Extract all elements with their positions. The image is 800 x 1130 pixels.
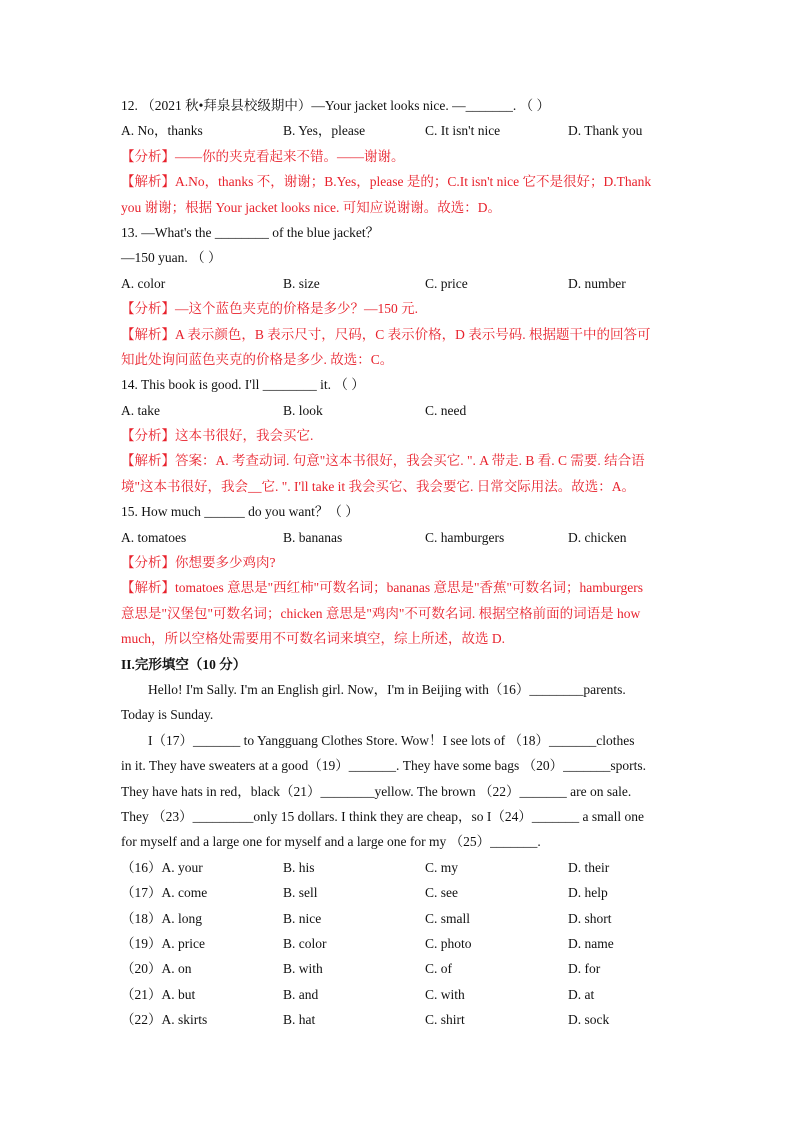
q13-option-c: C. price xyxy=(425,275,468,291)
cloze-option-b: B. color xyxy=(283,935,327,951)
q12-explain-text: A.No，thanks 不，谢谢；B.Yes，please 是的；C.It isn't nice 它不是很好；D.Thank xyxy=(175,174,652,190)
cloze-row xyxy=(121,1007,681,1032)
cloze-option-c: C. of xyxy=(425,961,452,977)
cloze-option-c: C. small xyxy=(425,910,471,926)
q14-analysis xyxy=(121,423,681,448)
q14-option-b: B. look xyxy=(283,402,323,418)
q12-option-d: D. Thank you xyxy=(568,123,643,139)
q12-stem: 12. （2021 秋•拜泉县校级期中）—Your jacket looks nice. —_______. （ ） xyxy=(121,98,550,113)
cloze-option-a: （22）A. skirts xyxy=(121,1012,208,1028)
q12-options xyxy=(121,118,681,143)
q15-option-c: C. hamburgers xyxy=(425,529,505,545)
q14-options xyxy=(121,398,681,423)
q15-stem: 15. How much ______ do you want？（ ） xyxy=(121,504,359,520)
q15-explain xyxy=(121,575,681,600)
q12-explain-cont: you 谢谢；根据 Your jacket looks nice. 可知应说谢谢。故选：D。 xyxy=(121,199,501,215)
q14-explain xyxy=(121,448,681,473)
cloze-option-a: （19）A. price xyxy=(121,935,205,951)
cloze-row xyxy=(121,956,681,981)
cloze-option-a: （20）A. on xyxy=(121,961,192,977)
cloze-option-c: C. my xyxy=(425,859,459,875)
cloze-option-d: D. name xyxy=(568,935,614,951)
cloze-row xyxy=(121,855,681,880)
q15-explain-cont-2: much，所以空格处需要用不可数名词来填空，综上所述，故选 D. xyxy=(121,631,505,647)
passage-p2-line5: for myself and a large one for myself and a large one for my （25）_______. xyxy=(121,834,541,850)
cloze-row xyxy=(121,906,681,931)
cloze-option-a: （17）A. come xyxy=(121,885,208,901)
cloze-option-c: C. photo xyxy=(425,935,472,951)
q12-analysis xyxy=(121,144,681,169)
q15-option-b: B. bananas xyxy=(283,529,343,545)
q15-option-a: A. tomatoes xyxy=(121,529,187,545)
q13-stem: 13. —What's the ________ of the blue jacket？ xyxy=(121,224,380,240)
q13-analysis-text: —这个蓝色夹克的价格是多少？—150 元. xyxy=(175,301,418,317)
cloze-option-a: （18）A. long xyxy=(121,910,202,926)
q12-option-a: A. No，thanks xyxy=(121,123,203,139)
q13-option-a: A. color xyxy=(121,275,166,291)
q15-option-d: D. chicken xyxy=(568,529,627,545)
q13-analysis xyxy=(121,296,681,321)
q14-analysis-text: 这本书很好，我会买它. xyxy=(175,428,314,444)
q15-explain-text: tomatoes 意思是"西红柿"可数名词；bananas 意思是"香蕉"可数名词；hamburgers xyxy=(175,580,643,596)
q12-option-b: B. Yes，please xyxy=(283,123,366,139)
q12-option-c: C. It isn't nice xyxy=(425,123,501,139)
cloze-option-d: D. for xyxy=(568,961,601,977)
passage-p1-line1: Hello! I'm Sally. I'm an English girl. Now，I'm in Beijing with（16）________parents. xyxy=(148,681,626,697)
cloze-option-c: C. see xyxy=(425,885,458,901)
analysis-tag: 【分析】 xyxy=(121,555,175,571)
q13-explain-text: A 表示颜色，B 表示尺寸，尺码，C 表示价格，D 表示号码. 根据题干中的回答可 xyxy=(175,326,651,342)
cloze-option-d: D. sock xyxy=(568,1012,610,1028)
q13-option-d: D. number xyxy=(568,275,626,291)
q15-explain-cont: 意思是"汉堡包"可数名词；chicken 意思是"鸡肉"不可数名词. 根据空格前面的词语是 how xyxy=(121,605,641,621)
cloze-option-d: D. at xyxy=(568,986,595,1002)
q13-stem-answer: —150 yuan. （ ） xyxy=(121,250,222,266)
explain-tag: 【解析】 xyxy=(121,326,175,342)
explain-tag: 【解析】 xyxy=(121,174,175,190)
cloze-option-b: B. and xyxy=(283,986,319,1002)
q13-explain-cont: 知此处询问蓝色夹克的价格是多少. 故选：C。 xyxy=(121,351,394,367)
q14-option-c: C. need xyxy=(425,402,467,418)
q14-explain-cont: 境"这本书很好，我会__它. ". I'll take it 我会买它、我会要它. 日常交际用法。故选：A。 xyxy=(121,478,636,494)
explain-tag: 【解析】 xyxy=(121,580,175,596)
passage-p1-line2: Today is Sunday. xyxy=(121,707,214,723)
q13-explain xyxy=(121,322,681,347)
cloze-option-b: B. with xyxy=(283,961,323,977)
cloze-option-b: B. hat xyxy=(283,1012,316,1028)
cloze-option-a: （16）A. your xyxy=(121,859,203,875)
q13-option-b: B. size xyxy=(283,275,320,291)
cloze-row xyxy=(121,931,681,956)
q14-explain-text: 答案：A. 考查动词. 句意"这本书很好，我会买它. ". A 带走. B 看. C 需要. 结合语 xyxy=(175,453,645,469)
passage-p2-line2: in it. They have sweaters at a good（19）_______. They have some bags （20）_______sports. xyxy=(121,758,647,774)
explain-tag: 【解析】 xyxy=(121,453,175,469)
cloze-option-d: D. their xyxy=(568,859,610,875)
analysis-tag: 【分析】 xyxy=(121,301,175,317)
cloze-option-c: C. with xyxy=(425,986,465,1002)
q15-analysis-text: 你想要多少鸡肉? xyxy=(175,555,276,571)
analysis-tag: 【分析】 xyxy=(121,428,175,444)
q14-stem: 14. This book is good. I'll ________ it. （ ） xyxy=(121,377,365,393)
q13-options xyxy=(121,271,681,296)
document-page xyxy=(121,93,681,1032)
q12-explain xyxy=(121,169,681,194)
section-title: II.完形填空（10 分） xyxy=(121,656,247,672)
cloze-option-b: B. sell xyxy=(283,885,318,901)
q15-analysis xyxy=(121,550,681,575)
cloze-option-a: （21）A. but xyxy=(121,986,196,1002)
passage-p2-line4: They （23）_________only 15 dollars. I think they are cheap，so I（24）_______ a small one xyxy=(121,808,645,824)
passage-p2-line1: I（17）_______ to Yangguang Clothes Store. Wow！I see lots of （18）_______clothes xyxy=(148,732,635,748)
analysis-tag: 【分析】 xyxy=(121,148,175,164)
cloze-option-d: D. help xyxy=(568,885,608,901)
cloze-option-c: C. shirt xyxy=(425,1012,465,1028)
cloze-row xyxy=(121,880,681,905)
q14-option-a: A. take xyxy=(121,402,160,418)
cloze-option-d: D. short xyxy=(568,910,612,926)
cloze-row xyxy=(121,982,681,1007)
q12-analysis-text: ——你的夹克看起来不错。——谢谢。 xyxy=(175,148,405,164)
passage-p2-line3: They have hats in red，black（21）________yellow. The brown （22）_______ are on sale. xyxy=(121,783,632,799)
cloze-option-b: B. his xyxy=(283,859,315,875)
q15-options xyxy=(121,525,681,550)
cloze-option-b: B. nice xyxy=(283,910,322,926)
